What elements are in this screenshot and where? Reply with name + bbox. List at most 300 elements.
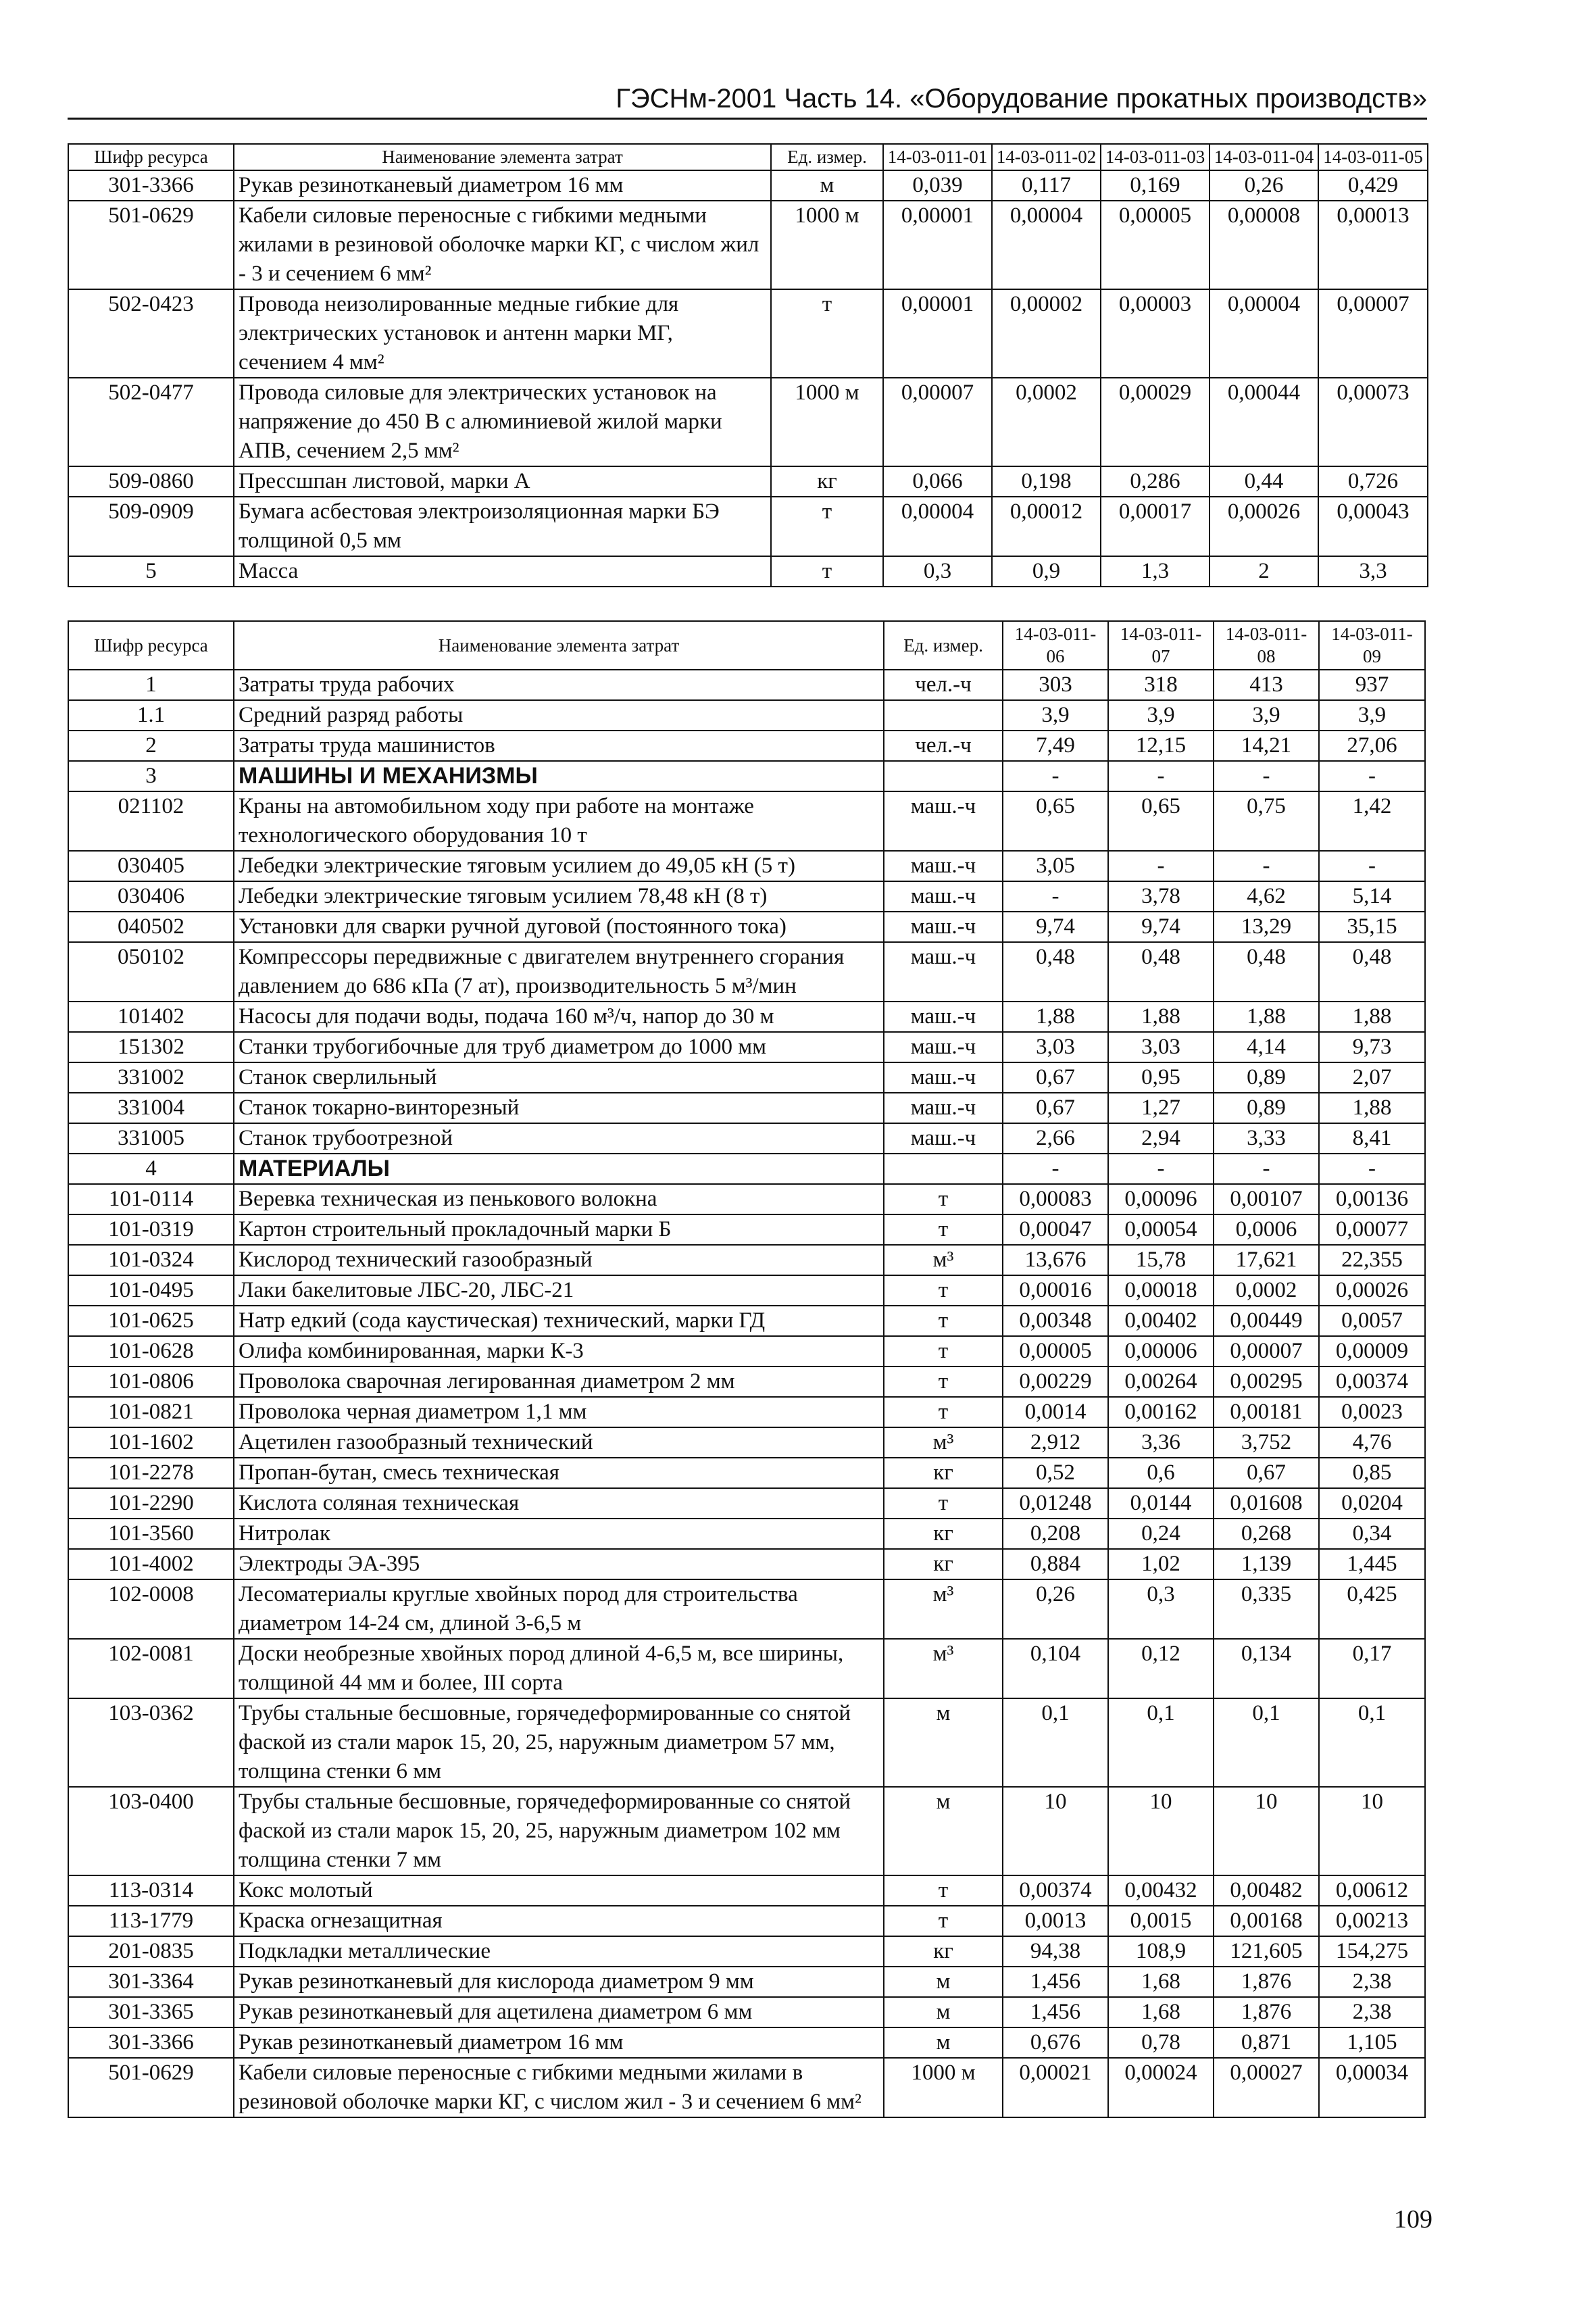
cell-value: - — [1214, 1154, 1319, 1184]
cell-value: 121,605 — [1214, 1936, 1319, 1967]
cell-value: 0,066 — [883, 466, 992, 497]
cell-value: 9,74 — [1108, 912, 1214, 942]
cell-name: Электроды ЭА-395 — [234, 1549, 884, 1579]
header-col: 14-03-011-01 — [883, 144, 992, 170]
table-row — [68, 670, 1425, 700]
cell-unit: 1000 м — [771, 378, 883, 466]
cell-value: 2,38 — [1319, 1967, 1425, 1997]
cell-value: 0,268 — [1214, 1519, 1319, 1549]
cell-code: 113-1779 — [68, 1906, 234, 1936]
cell-value: 0,00136 — [1319, 1184, 1425, 1214]
cell-value: 0,871 — [1214, 2027, 1319, 2058]
cell-code: 1.1 — [68, 700, 234, 731]
cell-code: 301-3364 — [68, 1967, 234, 1997]
table-row — [68, 1245, 1425, 1275]
cell-value: 0,00017 — [1101, 497, 1210, 556]
header-code: Шифр ресурса — [68, 621, 234, 670]
cell-value: - — [1319, 851, 1425, 881]
cell-value: 0,00001 — [883, 201, 992, 289]
cell-value: 0,89 — [1214, 1093, 1319, 1123]
cell-name: Средний разряд работы — [234, 700, 884, 731]
cell-name: Провода силовые для электрических установок на напряжение до 450 В с алюминиевой жилой марки АПВ, сечением 2,5 мм² — [234, 378, 771, 466]
cell-value: 2,66 — [1003, 1123, 1108, 1154]
table-row — [68, 1336, 1425, 1367]
cell-code: 101-2290 — [68, 1488, 234, 1519]
cell-value: 1,68 — [1108, 1967, 1214, 1997]
cell-name: Трубы стальные бесшовные, горячедеформированные со снятой фаской из стали марок 15, 20, 25, наружным диаметром 57 мм, толщина стенки 6 мм — [234, 1698, 884, 1787]
cell-code: 502-0423 — [68, 289, 234, 378]
cell-value: 0,00077 — [1319, 1214, 1425, 1245]
cell-code: 101-0495 — [68, 1275, 234, 1306]
table-row — [68, 881, 1425, 912]
resource-table-1 — [68, 143, 1428, 587]
cell-name: Прессшпан листовой, марки А — [234, 466, 771, 497]
table-row — [68, 289, 1428, 378]
cell-value: 0,169 — [1101, 170, 1210, 201]
header-col: 14-03-011-02 — [992, 144, 1101, 170]
cell-value: 0,00168 — [1214, 1906, 1319, 1936]
cell-value: 0,52 — [1003, 1458, 1108, 1488]
cell-unit: т — [884, 1488, 1003, 1519]
cell-name: Провода неизолированные медные гибкие для электрических установок и антенн марки МГ, сечением 4 мм² — [234, 289, 771, 378]
cell-unit: т — [884, 1906, 1003, 1936]
cell-unit: т — [884, 1214, 1003, 1245]
cell-unit: маш.-ч — [884, 912, 1003, 942]
cell-value: 1,88 — [1003, 1002, 1108, 1032]
cell-unit: м — [771, 170, 883, 201]
cell-value: - — [1214, 761, 1319, 791]
header-name: Наименование элемента затрат — [234, 621, 884, 670]
cell-value: 0,039 — [883, 170, 992, 201]
table-row — [68, 1062, 1425, 1093]
cell-value: 154,275 — [1319, 1936, 1425, 1967]
cell-value: 3,78 — [1108, 881, 1214, 912]
cell-value: 3,36 — [1108, 1427, 1214, 1458]
cell-value: 0,00029 — [1101, 378, 1210, 466]
cell-value: 0,6 — [1108, 1458, 1214, 1488]
cell-unit: кг — [884, 1549, 1003, 1579]
cell-value: 0,676 — [1003, 2027, 1108, 2058]
cell-code: 301-3366 — [68, 170, 234, 201]
cell-value: 0,00482 — [1214, 1875, 1319, 1906]
cell-code: 4 — [68, 1154, 234, 1184]
header-unit: Ед. измер. — [771, 144, 883, 170]
table-row — [68, 170, 1428, 201]
cell-value: 0,00007 — [1318, 289, 1428, 378]
cell-unit: т — [884, 1367, 1003, 1397]
header-col: 14-03-011-03 — [1101, 144, 1210, 170]
cell-unit — [884, 1154, 1003, 1184]
table-row — [68, 1002, 1425, 1032]
header-col: 14-03-011-05 — [1318, 144, 1428, 170]
table-row — [68, 1214, 1425, 1245]
cell-value: 2,94 — [1108, 1123, 1214, 1154]
cell-value: 0,00021 — [1003, 2058, 1108, 2117]
cell-value: 0,00027 — [1214, 2058, 1319, 2117]
cell-value: 0,0204 — [1319, 1488, 1425, 1519]
cell-value: 0,01608 — [1214, 1488, 1319, 1519]
cell-code: 101-1602 — [68, 1427, 234, 1458]
cell-value: - — [1108, 851, 1214, 881]
cell-code: 5 — [68, 556, 234, 587]
cell-code: 102-0008 — [68, 1579, 234, 1639]
cell-name: Рукав резинотканевый для кислорода диаметром 9 мм — [234, 1967, 884, 1997]
cell-value: 10 — [1319, 1787, 1425, 1875]
cell-value: 3,03 — [1108, 1032, 1214, 1062]
mass-row — [68, 556, 1428, 587]
cell-code: 101-0628 — [68, 1336, 234, 1367]
table-row — [68, 1579, 1425, 1639]
cell-value: 0,12 — [1108, 1639, 1214, 1698]
table-row — [68, 1275, 1425, 1306]
table-row — [68, 1875, 1425, 1906]
cell-value: 0,00001 — [883, 289, 992, 378]
cell-unit: чел.-ч — [884, 731, 1003, 761]
cell-value: 3,33 — [1214, 1123, 1319, 1154]
cell-value: 10 — [1003, 1787, 1108, 1875]
cell-value: 0,429 — [1318, 170, 1428, 201]
cell-value: 13,676 — [1003, 1245, 1108, 1275]
cell-value: 303 — [1003, 670, 1108, 700]
cell-name: Доски необрезные хвойных пород длиной 4-6,5 м, все ширины, толщиной 44 мм и более, III сорта — [234, 1639, 884, 1698]
cell-name: Станок трубоотрезной — [234, 1123, 884, 1154]
cell-value: 3,05 — [1003, 851, 1108, 881]
cell-name: Компрессоры передвижные с двигателем внутреннего сгорания давлением до 686 кПа (7 ат), производительность 5 м³/мин — [234, 942, 884, 1002]
table-row — [68, 1787, 1425, 1875]
cell-value: - — [1214, 851, 1319, 881]
cell-name: Кабели силовые переносные с гибкими медными жилами в резиновой оболочке марки КГ, с числом жил - 3 и сечением 6 мм² — [234, 201, 771, 289]
cell-name: Станок сверлильный — [234, 1062, 884, 1093]
cell-value: 9,74 — [1003, 912, 1108, 942]
cell-value: 0,00348 — [1003, 1306, 1108, 1336]
header-col: 14-03-011-06 — [1003, 621, 1108, 670]
cell-unit: м — [884, 1787, 1003, 1875]
cell-value: 0,0013 — [1003, 1906, 1108, 1936]
cell-unit: т — [884, 1397, 1003, 1427]
cell-value: 0,0006 — [1214, 1214, 1319, 1245]
cell-code: 301-3365 — [68, 1997, 234, 2027]
cell-name: Затраты труда рабочих — [234, 670, 884, 700]
cell-value: 0,00229 — [1003, 1367, 1108, 1397]
table-row — [68, 1488, 1425, 1519]
cell-code: 501-0629 — [68, 201, 234, 289]
cell-value: 0,3 — [883, 556, 992, 587]
cell-value: - — [1003, 1154, 1108, 1184]
table-row — [68, 1997, 1425, 2027]
table-row — [68, 1032, 1425, 1062]
cell-name: Нитролак — [234, 1519, 884, 1549]
cell-value: 0,00096 — [1108, 1184, 1214, 1214]
cell-value: 0,67 — [1003, 1062, 1108, 1093]
cell-value: 0,48 — [1214, 942, 1319, 1002]
cell-value: 0,00374 — [1003, 1875, 1108, 1906]
header-col: 14-03-011-09 — [1319, 621, 1425, 670]
cell-unit: маш.-ч — [884, 791, 1003, 851]
cell-code: 021102 — [68, 791, 234, 851]
table-row — [68, 201, 1428, 289]
table-row — [68, 1458, 1425, 1488]
cell-value: 0,26 — [1210, 170, 1318, 201]
header-name: Наименование элемента затрат — [234, 144, 771, 170]
cell-code: 030406 — [68, 881, 234, 912]
table-row — [68, 1967, 1425, 1997]
cell-value: 0,00004 — [883, 497, 992, 556]
cell-value: - — [1108, 1154, 1214, 1184]
cell-name: Проволока сварочная легированная диаметром 2 мм — [234, 1367, 884, 1397]
cell-value: 0,67 — [1003, 1093, 1108, 1123]
cell-name: Краска огнезащитная — [234, 1906, 884, 1936]
cell-value: 10 — [1108, 1787, 1214, 1875]
cell-value: 0,00003 — [1101, 289, 1210, 378]
cell-code: 101-4002 — [68, 1549, 234, 1579]
cell-name: Затраты труда машинистов — [234, 731, 884, 761]
cell-name: Установки для сварки ручной дуговой (постоянного тока) — [234, 912, 884, 942]
cell-unit: маш.-ч — [884, 1032, 1003, 1062]
cell-name: Трубы стальные бесшовные, горячедеформированные со снятой фаской из стали марок 15, 20, 25, наружным диаметром 102 мм толщина стенки 7 мм — [234, 1787, 884, 1875]
cell-unit: м — [884, 1997, 1003, 2027]
cell-value: 1,42 — [1319, 791, 1425, 851]
cell-value: 0,00008 — [1210, 201, 1318, 289]
cell-value: 0,00264 — [1108, 1367, 1214, 1397]
cell-unit: чел.-ч — [884, 670, 1003, 700]
cell-value: 2,912 — [1003, 1427, 1108, 1458]
cell-value: 0,00013 — [1318, 201, 1428, 289]
cell-value: 0,85 — [1319, 1458, 1425, 1488]
cell-value: 1,27 — [1108, 1093, 1214, 1123]
cell-unit: кг — [884, 1936, 1003, 1967]
table-row — [68, 2027, 1425, 2058]
header-col: 14-03-011-04 — [1210, 144, 1318, 170]
cell-code: 301-3366 — [68, 2027, 234, 2058]
cell-value: 0,117 — [992, 170, 1101, 201]
cell-value: 4,14 — [1214, 1032, 1319, 1062]
cell-value: 0,884 — [1003, 1549, 1108, 1579]
table-row — [68, 1698, 1425, 1787]
cell-value: 3,9 — [1319, 700, 1425, 731]
cell-value: - — [1003, 881, 1108, 912]
table-row — [68, 1427, 1425, 1458]
cell-unit: т — [771, 289, 883, 378]
cell-value: 0,17 — [1319, 1639, 1425, 1698]
cell-name: Проволока черная диаметром 1,1 мм — [234, 1397, 884, 1427]
cell-code: 502-0477 — [68, 378, 234, 466]
cell-code: 050102 — [68, 942, 234, 1002]
cell-name: Масса — [234, 556, 771, 587]
cell-value: 0,425 — [1319, 1579, 1425, 1639]
cell-unit: м³ — [884, 1245, 1003, 1275]
cell-unit: 1000 м — [771, 201, 883, 289]
table-row — [68, 1367, 1425, 1397]
cell-unit: маш.-ч — [884, 1062, 1003, 1093]
cell-unit: т — [884, 1875, 1003, 1906]
cell-code: 331002 — [68, 1062, 234, 1093]
cell-value: 0,65 — [1003, 791, 1108, 851]
cell-code: 151302 — [68, 1032, 234, 1062]
cell-value: 0,198 — [992, 466, 1101, 497]
cell-unit: м³ — [884, 1639, 1003, 1698]
table-row — [68, 378, 1428, 466]
cell-value: 0,1 — [1319, 1698, 1425, 1787]
cell-value: 1,3 — [1101, 556, 1210, 587]
cell-value: 1,68 — [1108, 1997, 1214, 2027]
cell-unit: т — [884, 1336, 1003, 1367]
table2-body — [68, 670, 1425, 2117]
cell-value: 4,76 — [1319, 1427, 1425, 1458]
cell-value: 0,0014 — [1003, 1397, 1108, 1427]
cell-value: 0,00612 — [1319, 1875, 1425, 1906]
cell-value: 8,41 — [1319, 1123, 1425, 1154]
cell-name: Картон строительный прокладочный марки Б — [234, 1214, 884, 1245]
cell-code: 331005 — [68, 1123, 234, 1154]
cell-value: 27,06 — [1319, 731, 1425, 761]
cell-value: 2 — [1210, 556, 1318, 587]
cell-value: 3,752 — [1214, 1427, 1319, 1458]
cell-value: 10 — [1214, 1787, 1319, 1875]
cell-value: 22,355 — [1319, 1245, 1425, 1275]
cell-value: 0,00432 — [1108, 1875, 1214, 1906]
table1-header-row — [68, 144, 1428, 170]
table1-body — [68, 170, 1428, 556]
cell-value: 0,75 — [1214, 791, 1319, 851]
cell-value: 0,0144 — [1108, 1488, 1214, 1519]
table-row — [68, 731, 1425, 761]
table-row — [68, 1549, 1425, 1579]
cell-value: 413 — [1214, 670, 1319, 700]
cell-code: 040502 — [68, 912, 234, 942]
cell-code: 101-3560 — [68, 1519, 234, 1549]
cell-value: 0,78 — [1108, 2027, 1214, 2058]
cell-unit: м — [884, 1967, 1003, 1997]
cell-value: 0,00449 — [1214, 1306, 1319, 1336]
cell-value: - — [1108, 761, 1214, 791]
cell-value: 3,9 — [1003, 700, 1108, 731]
section-row — [68, 1154, 1425, 1184]
cell-name: Лесоматериалы круглые хвойных пород для строительства диаметром 14-24 см, длиной 3-6,5 м — [234, 1579, 884, 1639]
table-row — [68, 912, 1425, 942]
cell-unit: м — [884, 1698, 1003, 1787]
cell-code: 101402 — [68, 1002, 234, 1032]
table-row — [68, 2058, 1425, 2117]
resource-table-2 — [68, 620, 1426, 2118]
cell-value: 0,44 — [1210, 466, 1318, 497]
cell-value: 0,0002 — [1214, 1275, 1319, 1306]
cell-value: 0,00034 — [1319, 2058, 1425, 2117]
cell-unit: кг — [884, 1519, 1003, 1549]
table-row — [68, 1184, 1425, 1214]
cell-value: 1,88 — [1214, 1002, 1319, 1032]
cell-unit: м³ — [884, 1579, 1003, 1639]
cell-code: 501-0629 — [68, 2058, 234, 2117]
cell-value: 0,00007 — [883, 378, 992, 466]
cell-code: 101-0806 — [68, 1367, 234, 1397]
cell-value: 3,9 — [1214, 700, 1319, 731]
cell-code: 101-2278 — [68, 1458, 234, 1488]
cell-value: 0,00044 — [1210, 378, 1318, 466]
cell-value: 318 — [1108, 670, 1214, 700]
cell-value: 0,208 — [1003, 1519, 1108, 1549]
cell-unit: маш.-ч — [884, 1093, 1003, 1123]
cell-value: 1,445 — [1319, 1549, 1425, 1579]
cell-name: Станки трубогибочные для труб диаметром до 1000 мм — [234, 1032, 884, 1062]
cell-value: 0,0002 — [992, 378, 1101, 466]
cell-name: Кислота соляная техническая — [234, 1488, 884, 1519]
cell-code: 103-0362 — [68, 1698, 234, 1787]
cell-value: 0,48 — [1319, 942, 1425, 1002]
cell-value: 1,88 — [1319, 1093, 1425, 1123]
cell-value: 0,00012 — [992, 497, 1101, 556]
cell-value: 1,876 — [1214, 1967, 1319, 1997]
cell-name: Лебедки электрические тяговым усилием 78,48 кН (8 т) — [234, 881, 884, 912]
cell-value: 1,105 — [1319, 2027, 1425, 2058]
cell-value: 9,73 — [1319, 1032, 1425, 1062]
cell-code: 2 — [68, 731, 234, 761]
cell-value: 0,00005 — [1003, 1336, 1108, 1367]
cell-code: 1 — [68, 670, 234, 700]
cell-value: 35,15 — [1319, 912, 1425, 942]
cell-unit: маш.-ч — [884, 851, 1003, 881]
cell-value: 0,00005 — [1101, 201, 1210, 289]
page-number: 109 — [1394, 2205, 1432, 2234]
cell-name: Лебедки электрические тяговым усилием до 49,05 кН (5 т) — [234, 851, 884, 881]
cell-value: 1,456 — [1003, 1997, 1108, 2027]
cell-value: 0,89 — [1214, 1062, 1319, 1093]
cell-unit: м³ — [884, 1427, 1003, 1458]
cell-value: 0,00402 — [1108, 1306, 1214, 1336]
cell-value: 1,139 — [1214, 1549, 1319, 1579]
cell-value: 15,78 — [1108, 1245, 1214, 1275]
cell-value: 0,01248 — [1003, 1488, 1108, 1519]
cell-code: 103-0400 — [68, 1787, 234, 1875]
page-header: ГЭСНм-2001 Часть 14. «Оборудование прокатных производств» — [68, 80, 1427, 120]
cell-code: 101-0821 — [68, 1397, 234, 1427]
table-row — [68, 1397, 1425, 1427]
cell-value: 0,65 — [1108, 791, 1214, 851]
cell-name: Рукав резинотканевый диаметром 16 мм — [234, 2027, 884, 2058]
cell-value: 0,00002 — [992, 289, 1101, 378]
cell-name: Рукав резинотканевый диаметром 16 мм — [234, 170, 771, 201]
cell-value: 0,00047 — [1003, 1214, 1108, 1245]
cell-name: Станок токарно-винторезный — [234, 1093, 884, 1123]
table-row — [68, 1306, 1425, 1336]
cell-value: 0,1 — [1108, 1698, 1214, 1787]
cell-name: Подкладки металлические — [234, 1936, 884, 1967]
cell-value: 0,00083 — [1003, 1184, 1108, 1214]
table-row — [68, 942, 1425, 1002]
cell-value: 0,48 — [1003, 942, 1108, 1002]
table-row — [68, 466, 1428, 497]
cell-code: 113-0314 — [68, 1875, 234, 1906]
cell-value: 0,00295 — [1214, 1367, 1319, 1397]
cell-value: 4,62 — [1214, 881, 1319, 912]
cell-unit: т — [884, 1275, 1003, 1306]
cell-name: Краны на автомобильном ходу при работе на монтаже технологического оборудования 10 т — [234, 791, 884, 851]
cell-value: 0,00043 — [1318, 497, 1428, 556]
cell-unit: м — [884, 2027, 1003, 2058]
cell-code: 3 — [68, 761, 234, 791]
cell-value: 0,0023 — [1319, 1397, 1425, 1427]
cell-code: 201-0835 — [68, 1936, 234, 1967]
cell-unit: 1000 м — [884, 2058, 1003, 2117]
cell-code: 101-0319 — [68, 1214, 234, 1245]
cell-value: 14,21 — [1214, 731, 1319, 761]
cell-unit: маш.-ч — [884, 881, 1003, 912]
cell-unit: кг — [884, 1458, 1003, 1488]
cell-value: 0,00162 — [1108, 1397, 1214, 1427]
cell-value: - — [1319, 1154, 1425, 1184]
cell-value: 0,34 — [1319, 1519, 1425, 1549]
cell-name: Веревка техническая из пенькового волокна — [234, 1184, 884, 1214]
cell-value: 1,02 — [1108, 1549, 1214, 1579]
